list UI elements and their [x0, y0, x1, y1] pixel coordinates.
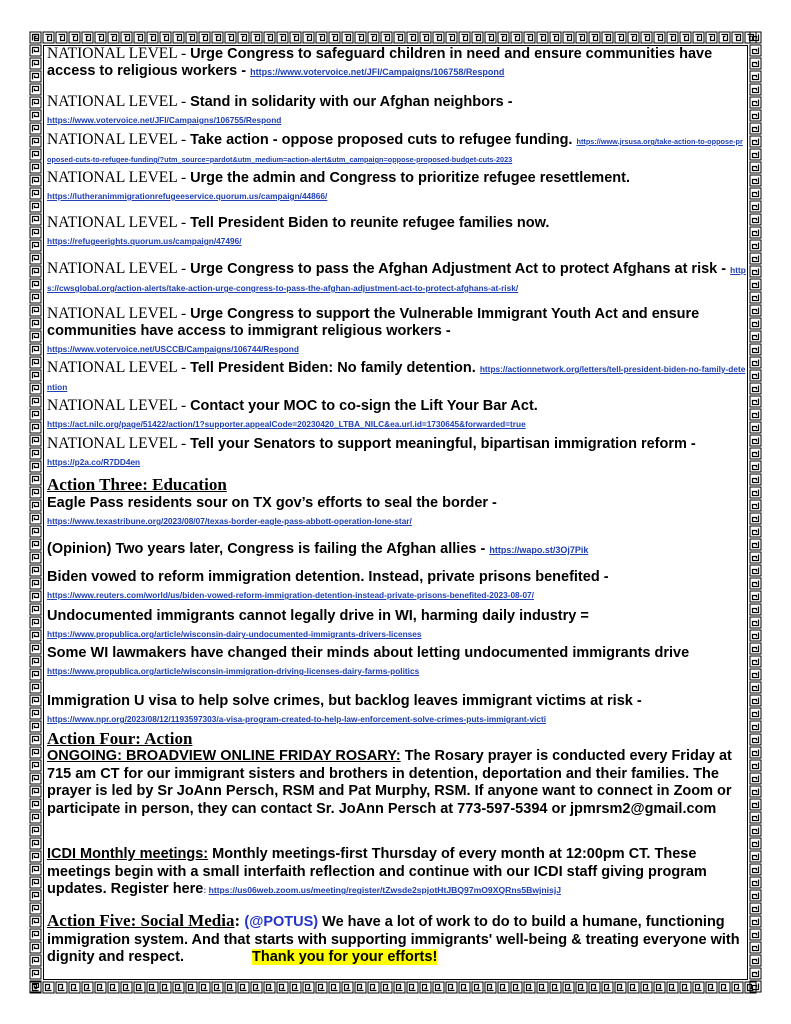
potus-handle[interactable]: (@POTUS): [244, 914, 319, 930]
action-link[interactable]: https://cwsglobal.org/action-alerts/take-action-urge-congress-to-pass-the-afghan-adjustment-act-to-protect-afghans-at-risk/: [47, 265, 746, 293]
item-text: Tell President Biden to reunite refugee families now.: [190, 215, 550, 231]
rosary-title: ONGOING: BROADVIEW ONLINE FRIDAY ROSARY:: [47, 748, 401, 764]
article-link[interactable]: https://www.propublica.org/article/wisconsin-immigration-driving-licenses-dairy-farms-politics: [47, 666, 420, 676]
item-text: Contact your MOC to co-sign the Lift Your Bar Act.: [190, 398, 538, 414]
item-text: Tell President Biden: No family detention.: [190, 360, 480, 376]
national-item: [47, 93, 747, 129]
item-text: Undocumented immigrants cannot legally drive in WI, harming daily industry =: [47, 608, 589, 624]
icdi-text: Monthly meetings-first Thursday of every month at 12:00pm CT. These meetings begin with a small interfaith reflection and continue with our ICDI staff giving program updates. Register here: [47, 846, 707, 897]
decorative-border-left: [29, 31, 42, 994]
action-link[interactable]: https://actionnetwork.org/letters/tell-president-biden-no-family-detention: [47, 364, 746, 392]
national-item: [47, 131, 747, 168]
decorative-border-right: [749, 31, 762, 994]
icdi-colon: :: [203, 885, 209, 895]
section-heading-social-media: Action Five: Social Media: [47, 911, 235, 930]
article-link[interactable]: https://www.npr.org/2023/08/12/1193597303/a-visa-program-created-to-help-law-enforcement-solve-crimes-puts-immigrant-victi: [47, 714, 547, 724]
item-text: Tell your Senators to support meaningful, bipartisan immigration reform -: [190, 436, 696, 452]
item-text: Urge Congress to pass the Afghan Adjustment Act to protect Afghans at risk -: [190, 261, 731, 277]
news-item: [47, 693, 747, 728]
news-item: [47, 608, 747, 643]
level-prefix: NATIONAL LEVEL -: [47, 359, 191, 376]
section-heading-action: Action Four: Action: [47, 729, 193, 748]
level-prefix: NATIONAL LEVEL -: [47, 305, 191, 322]
level-prefix: NATIONAL LEVEL -: [47, 131, 191, 148]
item-text: Urge Congress to safeguard children in need and ensure communities have access to religious workers -: [47, 46, 713, 79]
item-text: Take action - oppose proposed cuts to refugee funding.: [190, 132, 577, 148]
item-text: Stand in solidarity with our Afghan neighbors -: [190, 94, 513, 110]
item-text: Some WI lawmakers have changed their minds about letting undocumented immigrants drive: [47, 645, 690, 661]
social-text: We have a lot of work to do to build a humane, functioning immigration system. And that starts with supporting immigrants' well-being & treating everyone with dignity and respect.: [47, 914, 740, 965]
level-prefix: NATIONAL LEVEL -: [47, 397, 191, 414]
item-text: Urge the admin and Congress to prioritize refugee resettlement.: [190, 170, 630, 186]
heading-colon: :: [234, 911, 245, 930]
news-item: [47, 495, 747, 530]
national-item: [47, 305, 747, 358]
item-text: (Opinion) Two years later, Congress is failing the Afghan allies -: [47, 541, 490, 557]
national-item: [47, 169, 747, 205]
action-link[interactable]: https://lutheranimmigrationrefugeeservice.quorum.us/campaign/44866/: [47, 191, 328, 201]
icdi-paragraph: [47, 846, 747, 900]
national-item: [47, 435, 747, 471]
action-link[interactable]: https://www.jrsusa.org/take-action-to-oppose-proposed-cuts-to-refugee-funding/?utm_source=pardot&utm_medium=action-alert&utm_campaign=oppose-proposed-budget-cuts-2023: [47, 137, 743, 164]
action-link[interactable]: https://www.votervoice.net/JFI/Campaigns/106758/Respond: [250, 67, 505, 77]
decorative-border-bottom: [29, 981, 762, 994]
level-prefix: NATIONAL LEVEL -: [47, 260, 191, 277]
national-item: [47, 260, 747, 297]
news-item: [47, 569, 747, 604]
level-prefix: NATIONAL LEVEL -: [47, 435, 191, 452]
national-item: [47, 359, 747, 396]
national-item: [47, 214, 747, 250]
social-media-paragraph: [47, 911, 747, 967]
section-heading-education: Action Three: Education: [47, 475, 227, 494]
decorative-border-top: [29, 31, 762, 44]
article-link[interactable]: https://wapo.st/3Oj7Pik: [489, 545, 589, 555]
level-prefix: NATIONAL LEVEL -: [47, 45, 191, 62]
item-text: Biden vowed to reform immigration detention. Instead, private prisons benefited -: [47, 569, 609, 585]
level-prefix: NATIONAL LEVEL -: [47, 93, 191, 110]
action-link[interactable]: https://www.votervoice.net/JFI/Campaigns/106755/Respond: [47, 115, 282, 125]
news-item: [47, 541, 747, 559]
rosary-paragraph: [47, 748, 747, 818]
article-link[interactable]: https://www.texastribune.org/2023/08/07/texas-border-eagle-pass-abbott-operation-lone-star/: [47, 516, 412, 526]
thank-you-highlight: Thank you for your efforts!: [251, 949, 438, 965]
zoom-register-link[interactable]: https://us06web.zoom.us/meeting/register/tZwsde2spjotHtJBQ97mO9XQRns5BwjnisjJ: [208, 885, 562, 895]
level-prefix: NATIONAL LEVEL -: [47, 214, 191, 231]
action-link[interactable]: https://www.votervoice.net/USCCB/Campaigns/106744/Respond: [47, 344, 299, 354]
national-item: [47, 45, 747, 81]
item-text: Immigration U visa to help solve crimes, but backlog leaves immigrant victims at risk -: [47, 693, 642, 709]
article-link[interactable]: https://www.reuters.com/world/us/biden-vowed-reform-immigration-detention-instead-private-prisons-benefited-2023-08-07/: [47, 590, 534, 600]
article-link[interactable]: https://www.propublica.org/article/wisconsin-dairy-undocumented-immigrants-drivers-licenses: [47, 629, 422, 639]
level-prefix: NATIONAL LEVEL -: [47, 169, 191, 186]
item-text: Urge Congress to support the Vulnerable Immigrant Youth Act and ensure communities have access to immigrant religious workers -: [47, 306, 700, 339]
action-link[interactable]: https://p2a.co/R7DD4en: [47, 457, 141, 467]
action-link[interactable]: https://act.nilc.org/page/51422/action/1?supporter.appealCode=20230420_LTBA_NILC&ea.url.id=1730645&forwarded=true: [47, 419, 526, 429]
rosary-text: The Rosary prayer is conducted every Friday at 715 am CT for our immigrant sisters and brothers in detention, deportation and their families. The prayer is led by Sr JoAnn Persch, RSM and Pat Murphy, RSM. If anyone want to connect in Zoom or participate in person, they can contact Sr. JoAnn Persch at 773-597-5394 or jpmrsm2@gmail.com: [47, 748, 732, 817]
national-item: [47, 397, 747, 433]
icdi-title: ICDI Monthly meetings:: [47, 846, 209, 862]
action-link[interactable]: https://refugeerights.quorum.us/campaign/47496/: [47, 236, 242, 246]
news-item: [47, 645, 747, 680]
item-text: Eagle Pass residents sour on TX gov’s efforts to seal the border -: [47, 495, 497, 511]
